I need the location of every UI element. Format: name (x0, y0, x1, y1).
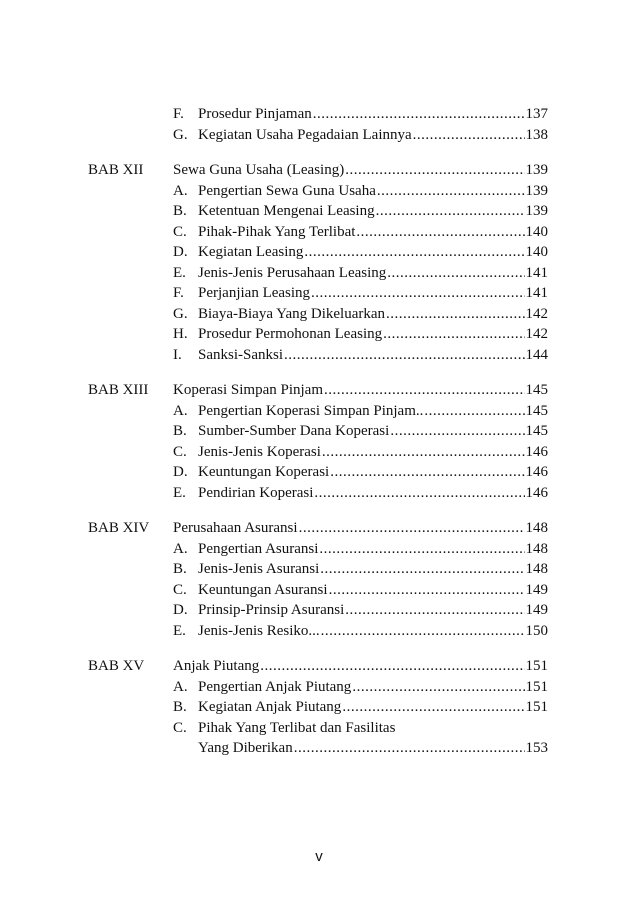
toc-entry (173, 559, 548, 580)
toc-entry-letter: F. (173, 285, 184, 301)
toc-entry-title: Prosedur Pinjaman (198, 106, 312, 122)
toc-chapter (88, 656, 548, 759)
toc-entry-title: Kegiatan Anjak Piutang (198, 699, 342, 715)
page-number: v (315, 848, 323, 865)
toc-entry (173, 697, 548, 718)
toc-leader-dots (390, 421, 524, 442)
toc-line (88, 600, 548, 621)
toc-entry (173, 518, 548, 539)
toc-entry (173, 160, 548, 181)
toc-line (88, 677, 548, 698)
toc-entry-page: 150 (525, 622, 548, 639)
toc-leader-dots (383, 324, 524, 345)
toc-leader-dots (321, 621, 525, 642)
toc-entry-title: Anjak Piutang (173, 658, 260, 674)
toc-entry (173, 738, 548, 759)
toc-entry-letter: B. (173, 561, 187, 577)
toc-line (88, 738, 548, 759)
toc-entry-page: 144 (525, 346, 548, 363)
toc-entry-title: Jenis-Jenis Asuransi (198, 561, 320, 577)
toc-leader-dots (329, 580, 525, 601)
toc-entry (173, 222, 548, 243)
toc-leader-dots (313, 104, 525, 125)
toc-leader-dots (387, 263, 524, 284)
toc-entry-page: 151 (525, 678, 548, 695)
toc-leader-dots (352, 677, 524, 698)
toc-entry-page: 142 (525, 305, 548, 322)
toc-line (88, 401, 548, 422)
toc-entry-page: 149 (525, 581, 548, 598)
toc-entry-letter: D. (173, 464, 188, 480)
toc-entry-title: Yang Diberikan (198, 740, 293, 756)
toc-leader-dots (320, 559, 524, 580)
toc-entry (173, 677, 548, 698)
toc-leader-dots (377, 181, 525, 202)
toc-entry-letter: D. (173, 602, 188, 618)
toc-entry-title: Pihak-Pihak Yang Terlibat (198, 223, 356, 240)
toc-line (88, 442, 548, 463)
toc-entry-page: 151 (525, 658, 548, 674)
toc-entry-page: 137 (525, 106, 548, 122)
toc-leader-dots (319, 539, 524, 560)
chapter-label: BAB XIII (88, 382, 149, 398)
toc-entry-letter: C. (173, 223, 187, 240)
toc-line (88, 462, 548, 483)
toc-entry-title: Sewa Guna Usaha (Leasing) (173, 162, 345, 178)
toc-entry-page: 148 (525, 520, 548, 536)
toc-entry-page: 151 (525, 699, 548, 715)
toc-entry-title: Jenis-Jenis Resiko... (198, 622, 320, 639)
toc-entry-page: 140 (525, 244, 548, 260)
toc-line (88, 283, 548, 304)
toc-entry-letter: I. (173, 346, 182, 363)
toc-entry-title: Pihak Yang Terlibat dan Fasilitas (198, 719, 396, 736)
toc-entry (173, 201, 548, 222)
toc-entry-letter: H. (173, 326, 188, 342)
toc-entry-page: 149 (525, 602, 548, 618)
toc-entry-letter: G. (173, 126, 188, 143)
toc-leader-dots (294, 738, 525, 759)
toc-line (88, 242, 548, 263)
toc-entry (173, 580, 548, 601)
toc-entry-page: 146 (525, 443, 548, 460)
toc-entry-page: 148 (525, 540, 548, 557)
toc-entry-page: 142 (525, 326, 548, 342)
toc-entry-letter: E. (173, 484, 186, 501)
toc-entry-title: Koperasi Simpan Pinjam (173, 382, 323, 398)
toc-line (88, 222, 548, 243)
toc-entry-title: Pengertian Sewa Guna Usaha (198, 182, 376, 199)
toc-line (88, 483, 548, 504)
toc-entry (173, 304, 548, 325)
toc-entry-letter: B. (173, 203, 187, 219)
toc-leader-dots (342, 697, 524, 718)
toc-entry-page: 153 (525, 740, 548, 756)
toc-line (88, 263, 548, 284)
toc-entry (173, 181, 548, 202)
toc-continuation (88, 104, 548, 145)
toc-entry-page: 139 (525, 182, 548, 199)
toc-entry (173, 380, 548, 401)
toc-entry (173, 104, 548, 125)
toc-entry-title: Pengertian Anjak Piutang (198, 678, 352, 695)
toc-line (88, 201, 548, 222)
toc-entry-page: 139 (525, 203, 548, 219)
toc-entry-page: 146 (525, 464, 548, 480)
toc-entry-page: 138 (525, 126, 548, 143)
toc-line (88, 181, 548, 202)
toc-entry (173, 242, 548, 263)
toc-entry (173, 539, 548, 560)
toc-line (88, 621, 548, 642)
toc-entry-title: Sumber-Sumber Dana Koperasi (198, 423, 390, 439)
toc-line (88, 421, 548, 442)
toc-chapter (88, 380, 548, 503)
toc-line (88, 697, 548, 718)
toc-leader-dots (330, 462, 524, 483)
toc-leader-dots (322, 442, 525, 463)
toc-entry-page: 140 (525, 223, 548, 240)
toc-entry-title: Keuntungan Asuransi (198, 581, 328, 598)
toc-line (88, 324, 548, 345)
toc-leader-dots (284, 345, 524, 366)
toc-line (88, 345, 548, 366)
toc-entry-title: Biaya-Biaya Yang Dikeluarkan (198, 305, 386, 322)
toc-entry-title: Kegiatan Usaha Pegadaian Lainnya (198, 126, 412, 143)
toc-entry (173, 345, 548, 366)
toc-entry-title: Ketentuan Mengenai Leasing (198, 203, 375, 219)
toc-entry-letter: A. (173, 402, 188, 419)
toc-entry-title: Sanksi-Sanksi (198, 346, 284, 363)
toc-entry-page: 139 (525, 162, 548, 178)
toc-entry-letter: F. (173, 106, 184, 122)
toc-entry (173, 283, 548, 304)
toc-entry (173, 462, 548, 483)
toc-line (88, 539, 548, 560)
toc-chapter-heading (88, 160, 548, 181)
toc-entry (173, 600, 548, 621)
toc-entry-title: Perjanjian Leasing (198, 285, 311, 301)
toc-entry-letter: B. (173, 423, 187, 439)
toc-entry (173, 125, 548, 146)
toc-entry-title: Pengertian Koperasi Simpan Pinjam.. (198, 402, 424, 419)
toc-leader-dots (376, 201, 525, 222)
toc-entry-title: Pengertian Asuransi (198, 540, 319, 557)
toc-entry-title: Keuntungan Koperasi (198, 464, 330, 480)
toc-entry-letter: A. (173, 678, 188, 695)
toc-leader-dots (260, 656, 524, 677)
toc-line (88, 559, 548, 580)
toc-leader-dots (314, 483, 524, 504)
toc-entry (173, 263, 548, 284)
toc-entry-letter: C. (173, 443, 187, 460)
toc-entry (173, 324, 548, 345)
toc-leader-dots (311, 283, 524, 304)
toc-entry-letter: B. (173, 699, 187, 715)
table-of-contents (88, 104, 548, 774)
toc-entry-page: 145 (525, 382, 548, 398)
toc-line (88, 580, 548, 601)
toc-entry-title: Jenis-Jenis Perusahaan Leasing (198, 264, 387, 281)
toc-entry-letter: C. (173, 719, 187, 736)
toc-line (88, 104, 548, 125)
toc-leader-dots (345, 160, 524, 181)
toc-entry-title: Jenis-Jenis Koperasi (198, 443, 321, 460)
chapter-label: BAB XII (88, 162, 144, 178)
toc-leader-dots (299, 518, 525, 539)
toc-entry-letter: A. (173, 540, 188, 557)
toc-chapter-heading (88, 380, 548, 401)
toc-entry (173, 483, 548, 504)
toc-entry-page: 148 (525, 561, 548, 577)
toc-line (88, 125, 548, 146)
toc-entry-letter: E. (173, 264, 186, 281)
toc-leader-dots (413, 125, 525, 146)
toc-entry-letter: C. (173, 581, 187, 598)
chapter-label: BAB XV (88, 658, 145, 674)
toc-entry (173, 656, 548, 677)
toc-entry-title: Prinsip-Prinsip Asuransi (198, 602, 345, 618)
toc-entry (173, 718, 548, 739)
toc-line (88, 304, 548, 325)
toc-entry-title: Pendirian Koperasi (198, 484, 314, 501)
toc-chapter-heading (88, 656, 548, 677)
toc-line (88, 718, 548, 739)
toc-leader-dots (345, 600, 524, 621)
toc-entry-page: 141 (525, 285, 548, 301)
toc-entry (173, 442, 548, 463)
toc-entry-title: Kegiatan Leasing (198, 244, 304, 260)
toc-entry (173, 421, 548, 442)
toc-entry-page: 145 (525, 423, 548, 439)
toc-entry (173, 621, 548, 642)
toc-leader-dots (324, 380, 525, 401)
toc-leader-dots (304, 242, 524, 263)
chapter-label: BAB XIV (88, 520, 150, 536)
toc-chapter-heading (88, 518, 548, 539)
toc-leader-dots (386, 304, 524, 325)
toc-leader-dots (356, 222, 524, 243)
toc-entry-letter: A. (173, 182, 188, 199)
toc-entry-page: 145 (525, 402, 548, 419)
toc-entry-letter: G. (173, 305, 188, 322)
toc-entry-page: 141 (525, 264, 548, 281)
toc-chapter (88, 160, 548, 365)
toc-entry-letter: E. (173, 622, 186, 639)
toc-entry-page: 146 (525, 484, 548, 501)
toc-entry-letter: D. (173, 244, 188, 260)
toc-entry (173, 401, 548, 422)
toc-entry-title: Prosedur Permohonan Leasing (198, 326, 383, 342)
toc-leader-dots (424, 401, 524, 422)
toc-entry-title: Perusahaan Asuransi (173, 520, 298, 536)
toc-chapter (88, 518, 548, 641)
